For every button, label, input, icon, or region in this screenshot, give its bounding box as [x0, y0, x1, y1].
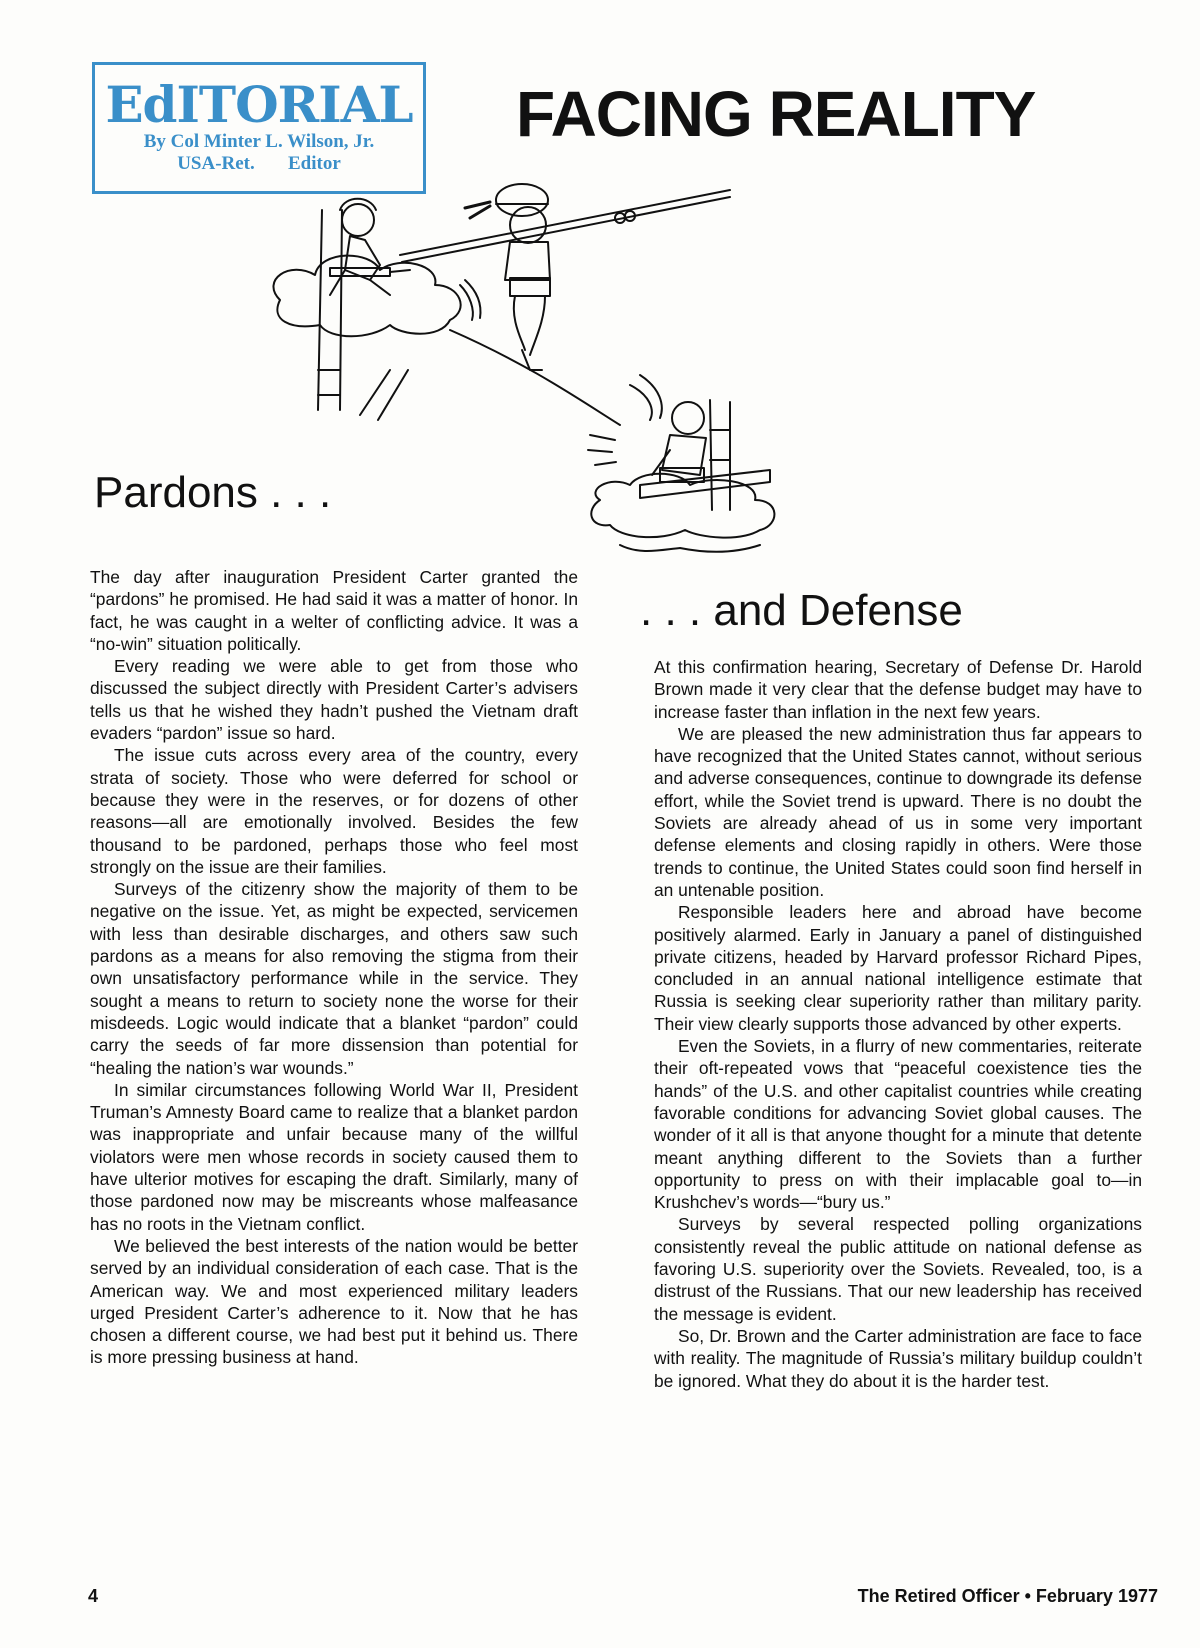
pardons-column [90, 566, 578, 1369]
defense-paragraph: We are pleased the new administration thus far appears to have recognized that the United States cannot, without serious and adverse consequences, continue to downgrade its defense effort, while the Soviet trend is upward. There is no doubt the Soviets are already ahead of us in some very important defense elements and closing rapidly in others. Were those trends to continue, the United States could soon find herself in an untenable position. [654, 723, 1142, 900]
defense-paragraph: So, Dr. Brown and the Carter administration are face to face with reality. The magnitude of Russia’s military buildup couldn’t be ignored. What they do about it is the harder test. [654, 1325, 1142, 1391]
pardons-paragraph: The issue cuts across every area of the country, every strata of society. Those who were deferred for school or because they were in the reserves, or for dozens of other reasons—all are emotionally involved. Besides the few thousand to be pardoned, perhaps those who feel most strongly on the issue are their families. [90, 745, 578, 877]
editorial-byline-line2: USA-Ret. Editor [177, 153, 341, 174]
left-ladder [318, 210, 408, 420]
page-title: FACING REALITY [516, 78, 1036, 150]
pardons-paragraph: Every reading we were able to get from those who discussed the subject directly with President Carter’s advisers tells us that he wished they hadn’t pushed the Vietnam draft evaders “pardon” issue so hard. [90, 656, 578, 744]
defense-paragraph: Surveys by several respected polling organizations consistently reveal the public attitude on national defense as favoring U.S. superiority over the Soviets. Revealed, too, is a distrust of the Russians. That our new leadership has received the message is evident. [654, 1214, 1142, 1324]
defense-paragraph: Even the Soviets, in a flurry of new commentaries, reiterate their oft-repeated vows that “peaceful coexistence ties the hands” of the U.S. and other capitalist countries while creating favorable conditions for advancing Soviet global causes. The wonder of it all is that anyone thought for a minute that detente meant anything different to the Soviets than a further opportunity to press on with their implacable goal to—in Krushchev’s words—“bury us.” [654, 1036, 1142, 1213]
defense-column [654, 656, 1142, 1392]
defense-paragraph: Responsible leaders here and abroad have become positively alarmed. Early in January a panel of distinguished private citizens, headed by Harvard professor Richard Pipes, concluded in an annual national intelligence estimate that Russia is seeking clear superiority rather than military parity. Their view clearly supports those advanced by other experts. [654, 902, 1142, 1034]
pardons-heading: Pardons . . . [94, 468, 332, 517]
defense-heading: . . . and Defense [640, 586, 963, 635]
editorial-byline-line1: By Col Minter L. Wilson, Jr. [143, 131, 375, 152]
pardons-paragraph: We believed the best interests of the nation would be better served by an individual consideration of each case. That is the American way. We and most experienced military leaders urged President Carter’s adherence to it. Now that he has chosen a different course, we had best put it behind us. There is more pressing business at hand. [90, 1235, 578, 1368]
pardons-paragraph: In similar circumstances following World War II, President Truman’s Amnesty Board came to realize that a blanket pardon was inappropriate and unfair because many of the willful violators were men whose records in society caused them to have ulterior motives for escaping the draft. Similarly, many of those pardoned now may be miscreants whose malfeasance has no roots in the Vietnam conflict. [90, 1079, 578, 1234]
defense-paragraph: At this confirmation hearing, Secretary of Defense Dr. Harold Brown made it very clear that the defense budget may have to increase faster than inflation in the next few years. [654, 657, 1142, 722]
balancing-pole [400, 190, 730, 262]
right-figure [652, 402, 706, 482]
motion-lines [460, 280, 662, 465]
cartoon-illustration [260, 170, 900, 590]
tightrope [450, 330, 620, 425]
pardons-paragraph: Surveys of the citizenry show the majority of them to be negative on the issue. Yet, as might be expected, servicemen with less than desirable discharges, and others saw such pardons as a means for also removing the stigma from their own unsatisfactory performance while in the service. They sought a means to return to society none the worse for their misdeeds. Logic would indicate that a blanket “pardon” could carry the seeds of far more dissension than potential for “healing the nation’s war wounds.” [90, 879, 578, 1078]
pardons-paragraph: The day after inauguration President Carter granted the “pardons” he promised. He had said it was a matter of honor. In fact, he was caught in a welter of conflicting advice. It was a “no-win” situation politically. [90, 567, 578, 654]
right-cloud [591, 474, 774, 538]
page-number: 4 [88, 1586, 99, 1606]
editorial-logo: EdITORIAL [105, 75, 413, 134]
publication-footer: The Retired Officer • February 1977 [857, 1586, 1158, 1606]
cloud-drift [620, 545, 760, 552]
